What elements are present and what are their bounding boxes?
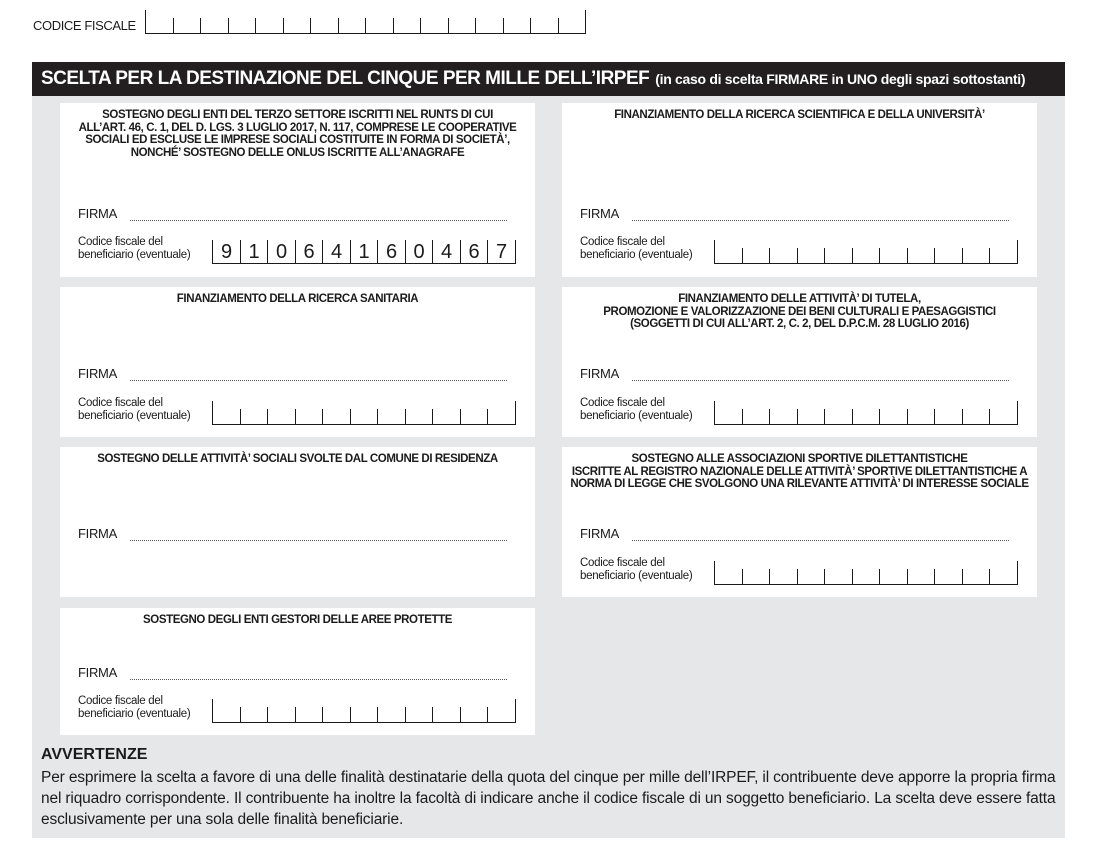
- cf-cell-divider: [377, 409, 378, 425]
- firma-line[interactable]: [632, 219, 1009, 221]
- cf-cell-divider: [824, 409, 825, 425]
- cf-cell-divider: [769, 248, 770, 264]
- cf-cell-divider: [907, 569, 908, 585]
- box-title: SOSTEGNO DELLE ATTIVITÀ’ SOCIALI SVOLTE DAL COMUNE DI RESIDENZA: [97, 453, 498, 465]
- firma-line[interactable]: [130, 219, 507, 221]
- cf-cell-divider: [420, 18, 421, 34]
- cf-cell-divider: [267, 707, 268, 723]
- cf-digit: 6: [385, 241, 398, 263]
- cf-cell-divider: [405, 707, 406, 723]
- cf-digit: 4: [440, 241, 453, 263]
- cf-cell-divider: [824, 569, 825, 585]
- section-header: [32, 62, 1065, 96]
- cf-cell-divider: [310, 18, 311, 34]
- cf-cell-divider: [934, 248, 935, 264]
- cf-beneficiario-label: Codice fiscale del beneficiario (eventuale): [78, 695, 191, 720]
- box-associazioni-sportive: [562, 447, 1037, 597]
- firma-line[interactable]: [632, 379, 1009, 381]
- box-comune-residenza: [60, 447, 535, 597]
- firma-label: FIRMA: [78, 665, 117, 680]
- cf-baseline: [714, 263, 1018, 264]
- cf-cell-divider: [1017, 401, 1018, 425]
- cf-digit: 1: [358, 241, 370, 263]
- cf-cell-divider: [322, 409, 323, 425]
- cf-digit: 0: [275, 241, 288, 263]
- firma-label: FIRMA: [78, 366, 117, 381]
- box-title: SOSTEGNO ALLE ASSOCIAZIONI SPORTIVE DILETTANTISTICHE ISCRITTE AL REGISTRO NAZIONALE DELLE ATTIVITÀ’ SPORTIVE DILETTANTISTICHE A NORMA DI LEGGE CHE SVOLGONO UNA RILEVANTE ATTIVITÀ’ DI INTERESSE SOCIALE: [570, 453, 1029, 490]
- cf-cell-divider: [989, 409, 990, 425]
- cf-cell-divider: [460, 707, 461, 723]
- cf-cell-divider: [338, 18, 339, 34]
- box-title: FINANZIAMENTO DELLE ATTIVITÀ’ DI TUTELA, PROMOZIONE E VALORIZZAZIONE DEI BENI CULTURALI E PAESAGGISTICI (SOGGETTI DI CUI ALL’ART. 2, C. 2, DEL D.P.C.M. 28 LUGLIO 2016): [603, 293, 996, 330]
- cf-cell-divider: [879, 409, 880, 425]
- avvertenze-title: AVVERTENZE: [41, 746, 148, 763]
- cf-beneficiario-input[interactable]: [714, 561, 1018, 585]
- cf-cell-divider: [515, 401, 516, 425]
- section-subtitle: (in caso di scelta FIRMARE in UNO degli spazi sottostanti): [655, 71, 1026, 87]
- cf-cell-divider: [295, 409, 296, 425]
- firma-label: FIRMA: [580, 526, 619, 541]
- cf-cell-divider: [350, 409, 351, 425]
- cf-cell-divider: [240, 409, 241, 425]
- cf-cell-divider: [714, 561, 715, 585]
- cf-cell-divider: [432, 707, 433, 723]
- cf-beneficiario-input[interactable]: [714, 401, 1018, 425]
- cf-cell-divider: [852, 409, 853, 425]
- firma-label: FIRMA: [580, 206, 619, 221]
- cf-cell-divider: [487, 707, 488, 723]
- cf-cell-divider: [460, 409, 461, 425]
- cf-cell-divider: [989, 569, 990, 585]
- cf-cell-divider: [769, 569, 770, 585]
- cf-cell-divider: [240, 707, 241, 723]
- cf-cell-divider: [824, 248, 825, 264]
- cf-beneficiario-input[interactable]: [212, 699, 516, 723]
- cf-cell-divider: [962, 569, 963, 585]
- cf-digit: 7: [495, 241, 508, 263]
- cf-beneficiario-label: Codice fiscale del beneficiario (eventuale): [580, 557, 693, 582]
- cf-cell-divider: [200, 18, 201, 34]
- cf-cell-divider: [283, 18, 284, 34]
- codice-fiscale-label: CODICE FISCALE: [33, 18, 136, 33]
- cf-cell-divider: [769, 409, 770, 425]
- cf-cell-divider: [228, 18, 229, 34]
- cf-cell-divider: [797, 569, 798, 585]
- box-title: FINANZIAMENTO DELLA RICERCA SCIENTIFICA E DELLA UNIVERSITÀ’: [614, 109, 985, 121]
- avvertenze-text: Per esprimere la scelta a favore di una delle finalità destinatarie della quota del cinque per mille dell’IRPEF, il contribuente deve apporre la propria firma nel riquadro corrispondente. Il contribuente ha inoltre la facoltà di indicare anche il codice fiscale di un soggetto beneficiario. La scelta deve essere fatta esclusivamente per una sola delle finalità beneficiarie.: [41, 769, 1056, 828]
- firma-line[interactable]: [130, 539, 507, 541]
- cf-cell-divider: [797, 409, 798, 425]
- firma-line[interactable]: [130, 678, 507, 680]
- cf-baseline: [714, 424, 1018, 425]
- cf-cell-divider: [448, 18, 449, 34]
- cf-cell-divider: [585, 10, 586, 34]
- cf-cell-divider: [742, 569, 743, 585]
- cf-cell-divider: [350, 707, 351, 723]
- cf-digit: 4: [330, 241, 343, 263]
- cf-cell-divider: [405, 409, 406, 425]
- cf-cell-divider: [714, 240, 715, 264]
- cf-cell-divider: [475, 18, 476, 34]
- cf-cell-divider: [503, 18, 504, 34]
- cf-cell-divider: [714, 401, 715, 425]
- cf-cell-divider: [267, 409, 268, 425]
- cf-digit: 0: [413, 241, 425, 263]
- cf-cell-divider: [1017, 240, 1018, 264]
- cf-beneficiario-label: Codice fiscale del beneficiario (eventuale): [78, 397, 191, 422]
- box-ricerca-scientifica: [562, 103, 1037, 277]
- cf-cell-divider: [879, 248, 880, 264]
- cf-baseline: [212, 722, 516, 723]
- cf-baseline: [714, 584, 1018, 585]
- cf-beneficiario-input[interactable]: [714, 240, 1018, 264]
- cf-cell-divider: [322, 707, 323, 723]
- cf-cell-divider: [989, 248, 990, 264]
- cf-beneficiario-input[interactable]: [212, 240, 516, 264]
- cf-baseline: [145, 33, 585, 34]
- box-ricerca-sanitaria: [60, 287, 535, 437]
- cf-digit: 6: [303, 241, 315, 263]
- cf-cell-divider: [393, 18, 394, 34]
- cf-cell-divider: [962, 248, 963, 264]
- cf-cell-divider: [934, 409, 935, 425]
- cf-cell-divider: [558, 18, 559, 34]
- firma-label: FIRMA: [580, 366, 619, 381]
- cf-cell-divider: [797, 248, 798, 264]
- firma-label: FIRMA: [78, 206, 117, 221]
- cf-cell-divider: [1017, 561, 1018, 585]
- cf-digit: 1: [248, 241, 260, 263]
- box-title: SOSTEGNO DEGLI ENTI GESTORI DELLE AREE PROTETTE: [143, 614, 452, 626]
- box-terzo-settore: [60, 103, 535, 277]
- cinque-per-mille-panel: [32, 62, 1065, 838]
- cf-cell-divider: [852, 248, 853, 264]
- cf-baseline: [212, 424, 516, 425]
- cf-cell-divider: [145, 10, 146, 34]
- cf-cell-divider: [934, 569, 935, 585]
- cf-cell-divider: [852, 569, 853, 585]
- cf-cell-divider: [365, 18, 366, 34]
- firma-line[interactable]: [632, 539, 1009, 541]
- firma-line[interactable]: [130, 379, 507, 381]
- cf-digit: 9: [220, 241, 233, 263]
- firma-label: FIRMA: [78, 526, 117, 541]
- box-beni-culturali: [562, 287, 1037, 437]
- cf-cell-divider: [432, 409, 433, 425]
- cf-beneficiario-input[interactable]: [212, 401, 516, 425]
- cf-cell-divider: [295, 707, 296, 723]
- box-title: FINANZIAMENTO DELLA RICERCA SANITARIA: [176, 293, 419, 305]
- cf-beneficiario-label: Codice fiscale del beneficiario (eventuale): [580, 236, 693, 261]
- cf-cell-divider: [377, 707, 378, 723]
- cf-cell-divider: [212, 699, 213, 723]
- cf-cell-divider: [962, 409, 963, 425]
- cf-cell-divider: [907, 248, 908, 264]
- cf-cell-divider: [173, 18, 174, 34]
- cf-cell-divider: [742, 409, 743, 425]
- cf-cell-divider: [907, 409, 908, 425]
- cf-beneficiario-label: Codice fiscale del beneficiario (eventuale): [580, 397, 693, 422]
- box-aree-protette: [60, 608, 535, 735]
- cf-cell-divider: [742, 248, 743, 264]
- cf-beneficiario-label: Codice fiscale del beneficiario (eventuale): [78, 236, 191, 261]
- cf-cell-divider: [487, 409, 488, 425]
- section-title: SCELTA PER LA DESTINAZIONE DEL CINQUE PER MILLE DELL’IRPEF: [41, 68, 650, 89]
- cf-cell-divider: [879, 569, 880, 585]
- cf-baseline: [212, 263, 516, 264]
- cf-digit: 6: [468, 241, 480, 263]
- cf-cell-divider: [530, 18, 531, 34]
- box-title: SOSTEGNO DEGLI ENTI DEL TERZO SETTORE ISCRITTI NEL RUNTS DI CUI ALL’ART. 46, C. 1, DEL D. LGS. 3 LUGLIO 2017, N. 117, COMPRESE LE COOPERATIVE SOCIALI ED ESCLUSE LE IMPRESE SOCIALI COSTITUITE IN FORMA DI SOCIETÀ’, NONCHÉ’ SOSTEGNO DELLE ONLUS ISCRITTE ALL’ANAGRAFE: [78, 109, 517, 159]
- cf-cell-divider: [515, 699, 516, 723]
- cf-cell-divider: [255, 18, 256, 34]
- cf-cell-divider: [212, 401, 213, 425]
